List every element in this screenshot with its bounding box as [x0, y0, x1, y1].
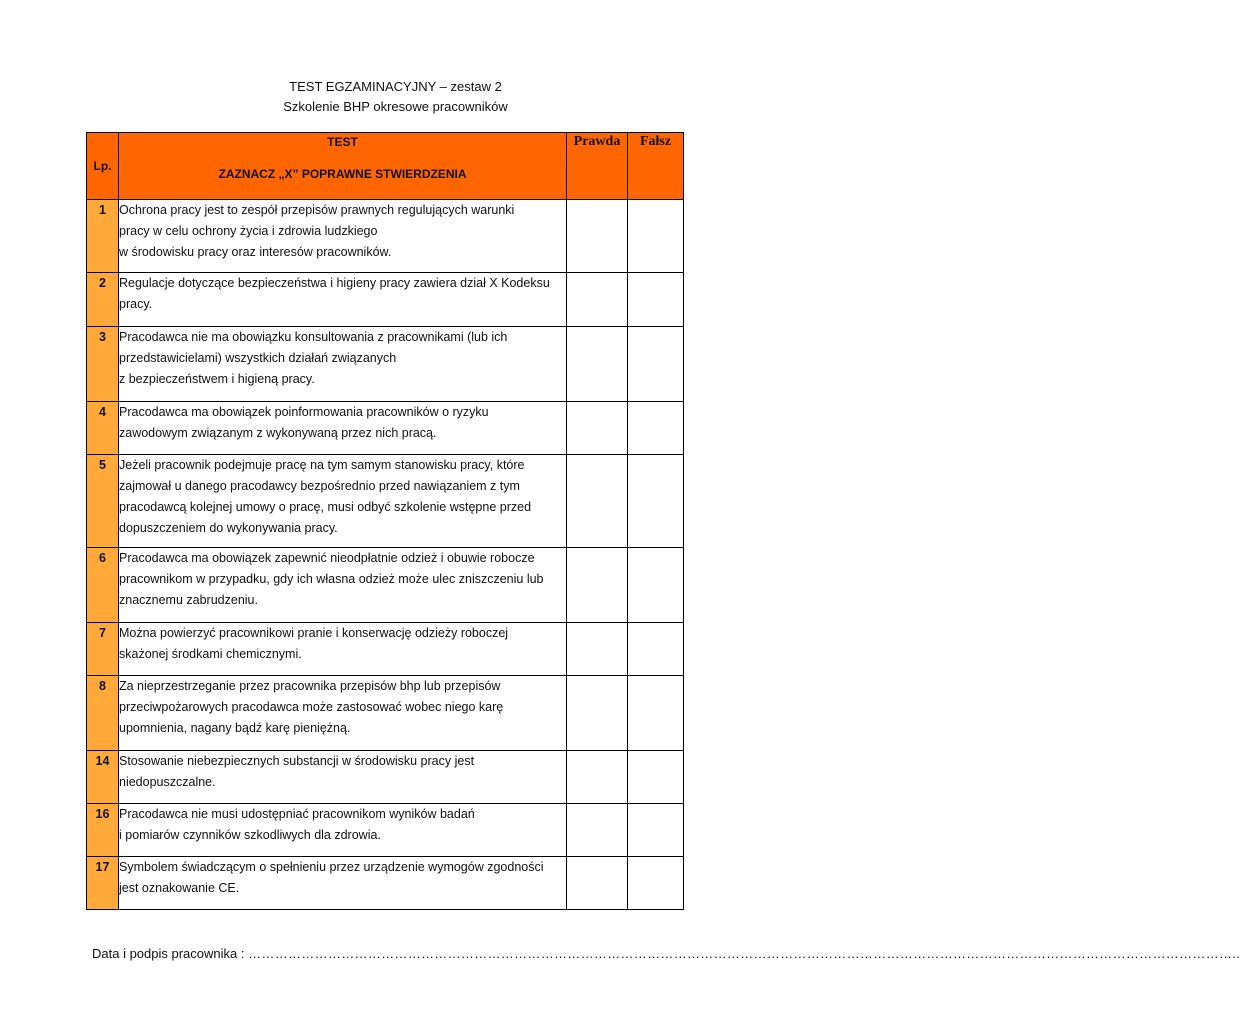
question-line: w środowisku pracy oraz interesów pracowników. — [119, 245, 392, 259]
row-number: 17 — [87, 857, 119, 910]
table-row — [87, 676, 684, 751]
question-cell — [119, 548, 567, 623]
test-table — [86, 132, 684, 910]
answer-false-box[interactable] — [628, 751, 684, 804]
question-line: Ochrona pracy jest to zespół przepisów prawnych regulujących warunki — [119, 203, 515, 217]
table-row — [87, 200, 684, 273]
row-number: 2 — [87, 273, 119, 327]
header-test-instruction: ZAZNACZ „X” POPRAWNE STWIERDZENIA — [218, 167, 467, 181]
question-line: pracodawcą kolejnej umowy o pracę, musi odbyć szkolenie wstępne przed — [119, 500, 532, 514]
signature-line — [92, 946, 1240, 961]
table-row — [87, 751, 684, 804]
header-true: Prawda — [567, 133, 628, 200]
question-line: upomnienia, nagany bądź karę pieniężną. — [119, 721, 351, 735]
answer-true-box[interactable] — [567, 623, 628, 676]
answer-false-box[interactable] — [628, 623, 684, 676]
row-number: 16 — [87, 804, 119, 857]
answer-false-box[interactable] — [628, 548, 684, 623]
row-number: 6 — [87, 548, 119, 623]
header-test-title: TEST — [327, 135, 358, 149]
question-line: zajmował u danego pracodawcy bezpośrednio przed nawiązaniem z tym — [119, 479, 520, 493]
question-cell — [119, 200, 567, 273]
question-line: jest oznakowanie CE. — [119, 881, 240, 895]
answer-true-box[interactable] — [567, 857, 628, 910]
question-line: Za nieprzestrzeganie przez pracownika przepisów bhp lub przepisów — [119, 679, 501, 693]
row-number: 5 — [87, 455, 119, 548]
question-cell — [119, 455, 567, 548]
answer-true-box[interactable] — [567, 455, 628, 548]
question-line: Symbolem świadczącym o spełnieniu przez urządzenie wymogów zgodności — [119, 860, 544, 874]
question-cell — [119, 751, 567, 804]
table-row — [87, 455, 684, 548]
question-line: Pracodawca nie musi udostępniać pracownikom wyników badań — [119, 807, 475, 821]
answer-false-box[interactable] — [628, 402, 684, 455]
question-line: Pracodawca ma obowiązek poinformowania pracowników o ryzyku — [119, 405, 489, 419]
table-row — [87, 548, 684, 623]
row-number: 7 — [87, 623, 119, 676]
signature-dots: …………………………………………………………………………………………………………………………………………………………………………………………………….. — [248, 946, 1240, 961]
row-number: 4 — [87, 402, 119, 455]
question-line: skażonej środkami chemicznymi. — [119, 647, 302, 661]
row-number: 1 — [87, 200, 119, 273]
answer-true-box[interactable] — [567, 548, 628, 623]
answer-false-box[interactable] — [628, 804, 684, 857]
question-line: z bezpieczeństwem i higieną pracy. — [119, 372, 315, 386]
answer-false-box[interactable] — [628, 273, 684, 327]
table-header-row — [87, 133, 684, 200]
table-row — [87, 857, 684, 910]
answer-true-box[interactable] — [567, 273, 628, 327]
question-line: pracy. — [119, 297, 153, 311]
question-cell — [119, 676, 567, 751]
answer-false-box[interactable] — [628, 857, 684, 910]
row-number: 3 — [87, 327, 119, 402]
answer-true-box[interactable] — [567, 751, 628, 804]
question-cell — [119, 857, 567, 910]
document-subtitle: Szkolenie BHP okresowe pracowników — [283, 99, 508, 114]
signature-label: Data i podpis pracownika : — [92, 946, 245, 961]
question-line: Można powierzyć pracownikowi pranie i konserwację odzieży roboczej — [119, 626, 509, 640]
table-row — [87, 623, 684, 676]
question-cell — [119, 327, 567, 402]
table-row — [87, 327, 684, 402]
question-line: przedstawicielami) wszystkich działań związanych — [119, 351, 397, 365]
table-row — [87, 273, 684, 327]
answer-true-box[interactable] — [567, 200, 628, 273]
header-false: Fałsz — [628, 133, 684, 200]
header-lp: Lp. — [87, 133, 119, 200]
question-line: i pomiarów czynników szkodliwych dla zdrowia. — [119, 828, 381, 842]
answer-false-box[interactable] — [628, 676, 684, 751]
question-line: dopuszczeniem do wykonywania pracy. — [119, 521, 338, 535]
table-row — [87, 402, 684, 455]
table-row — [87, 804, 684, 857]
question-line: znacznemu zabrudzeniu. — [119, 593, 258, 607]
answer-false-box[interactable] — [628, 455, 684, 548]
document-title: TEST EGZAMINACYJNY – zestaw 2 — [289, 79, 502, 94]
answer-true-box[interactable] — [567, 804, 628, 857]
question-line: Pracodawca nie ma obowiązku konsultowania z pracownikami (lub ich — [119, 330, 508, 344]
question-cell — [119, 273, 567, 327]
question-cell — [119, 402, 567, 455]
answer-true-box[interactable] — [567, 676, 628, 751]
row-number: 14 — [87, 751, 119, 804]
question-line: niedopuszczalne. — [119, 775, 216, 789]
answer-false-box[interactable] — [628, 200, 684, 273]
question-line: przeciwpożarowych pracodawca może zastosować wobec niego karę — [119, 700, 504, 714]
question-line: Jeżeli pracownik podejmuje pracę na tym samym stanowisku pracy, które — [119, 458, 525, 472]
question-cell — [119, 804, 567, 857]
question-cell — [119, 623, 567, 676]
question-line: pracownikom w przypadku, gdy ich własna odzież może ulec zniszczeniu lub — [119, 572, 544, 586]
question-line: Stosowanie niebezpiecznych substancji w środowisku pracy jest — [119, 754, 475, 768]
header-test — [119, 133, 567, 200]
question-line: zawodowym związanym z wykonywaną przez nich pracą. — [119, 426, 437, 440]
answer-true-box[interactable] — [567, 327, 628, 402]
question-line: Pracodawca ma obowiązek zapewnić nieodpłatnie odzież i obuwie robocze — [119, 551, 535, 565]
answer-false-box[interactable] — [628, 327, 684, 402]
row-number: 8 — [87, 676, 119, 751]
answer-true-box[interactable] — [567, 402, 628, 455]
question-line: pracy w celu ochrony życia i zdrowia ludzkiego — [119, 224, 378, 238]
question-line: Regulacje dotyczące bezpieczeństwa i higieny pracy zawiera dział X Kodeksu — [119, 276, 550, 290]
